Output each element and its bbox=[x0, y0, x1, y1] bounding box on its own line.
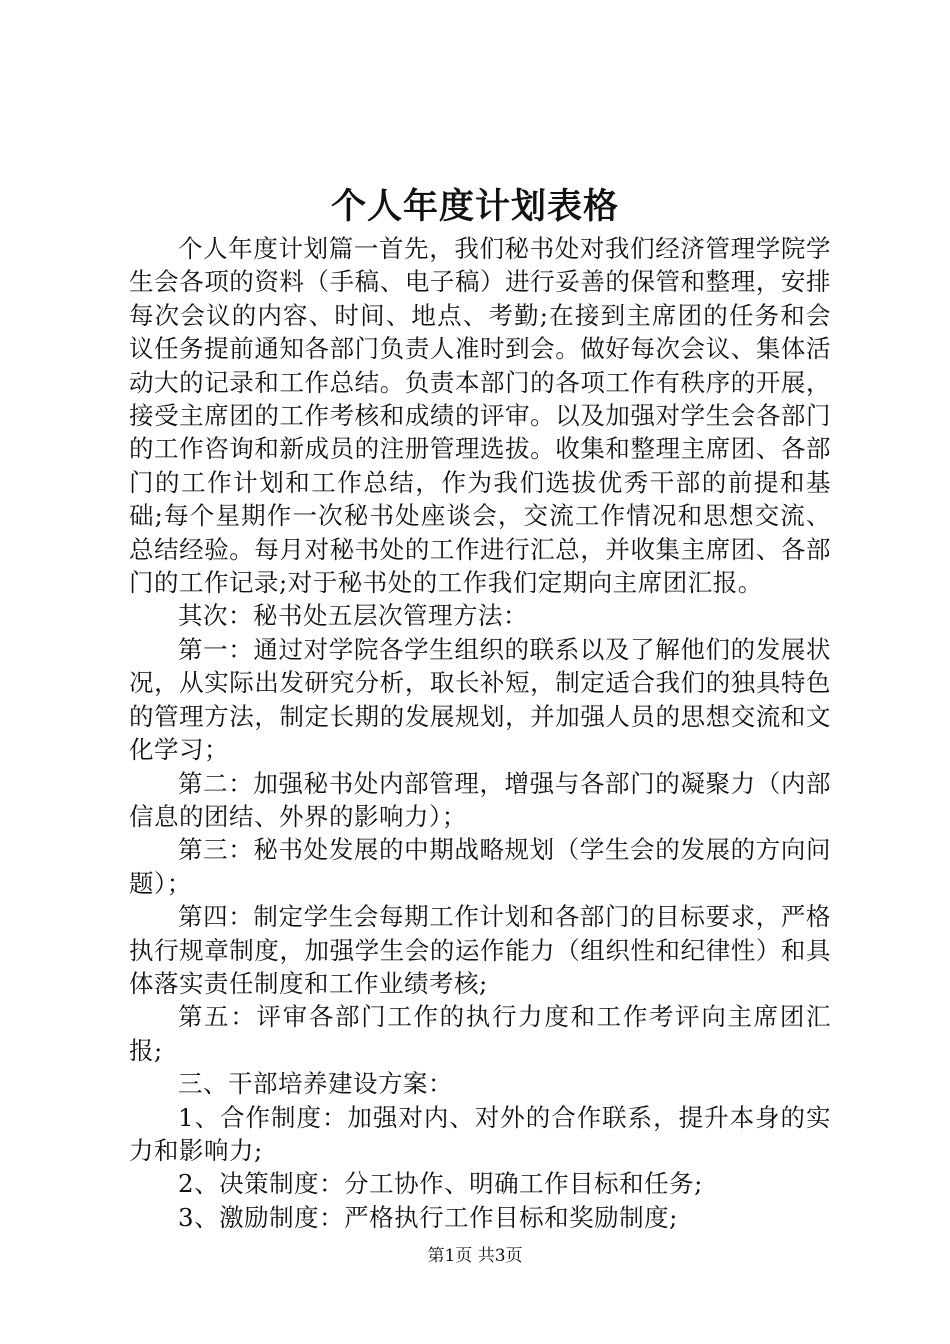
document-body bbox=[129, 232, 831, 1234]
paragraph-level-1: 第一：通过对学院各学生组织的联系以及了解他们的发展状况，从实际出发研究分析，取长补短，制定适合我们的独具特色的管理方法，制定长期的发展规划，并加强人员的思想交流和文化学习； bbox=[129, 634, 831, 765]
paragraph-level-4: 第四：制定学生会每期工作计划和各部门的目标要求，严格执行规章制度，加强学生会的运作能力（组织性和纪律性）和具体落实责任制度和工作业绩考核; bbox=[129, 902, 831, 998]
paragraph-cadre-heading: 三、干部培养建设方案： bbox=[178, 1069, 453, 1099]
paragraph-incentive: 3、激励制度：严格执行工作目标和奖励制度; bbox=[178, 1202, 678, 1232]
paragraph-level-3: 第三：秘书处发展的中期战略规划（学生会的发展的方向问题）； bbox=[129, 835, 831, 898]
paragraph-decision: 2、决策制度：分工协作、明确工作目标和任务; bbox=[178, 1169, 703, 1199]
paragraph-level-2: 第二：加强秘书处内部管理，增强与各部门的凝聚力（内部信息的团结、外界的影响力）； bbox=[129, 768, 831, 831]
page-number-footer: 第1页 共3页 bbox=[427, 1246, 523, 1266]
paragraph-method-heading: 其次：秘书处五层次管理方法： bbox=[178, 601, 528, 631]
document-title: 个人年度计划表格 bbox=[330, 186, 619, 227]
paragraph-cooperation: 1、合作制度：加强对内、对外的合作联系，提升本身的实力和影响力; bbox=[129, 1102, 831, 1165]
paragraph-level-5: 第五：评审各部门工作的执行力度和工作考评向主席团汇报; bbox=[129, 1002, 831, 1065]
paragraph-intro: 个人年度计划篇一首先，我们秘书处对我们经济管理学院学生会各项的资料（手稿、电子稿）进行妥善的保管和整理，安排每次会议的内容、时间、地点、考勤;在接到主席团的任务和会议任务提前通知各部门负责人准时到会。做好每次会议、集体活动大的记录和工作总结。负责本部门的各项工作有秩序的开展，接受主席团的工作考核和成绩的评审。以及加强对学生会各部门的工作咨询和新成员的注册管理选拔。收集和整理主席团、各部门的工作计划和工作总结，作为我们选拔优秀干部的前提和基础;每个星期作一次秘书处座谈会，交流工作情况和思想交流、总结经验。每月对秘书处的工作进行汇总，并收集主席团、各部门的工作记录;对于秘书处的工作我们定期向主席团汇报。 bbox=[129, 234, 831, 598]
